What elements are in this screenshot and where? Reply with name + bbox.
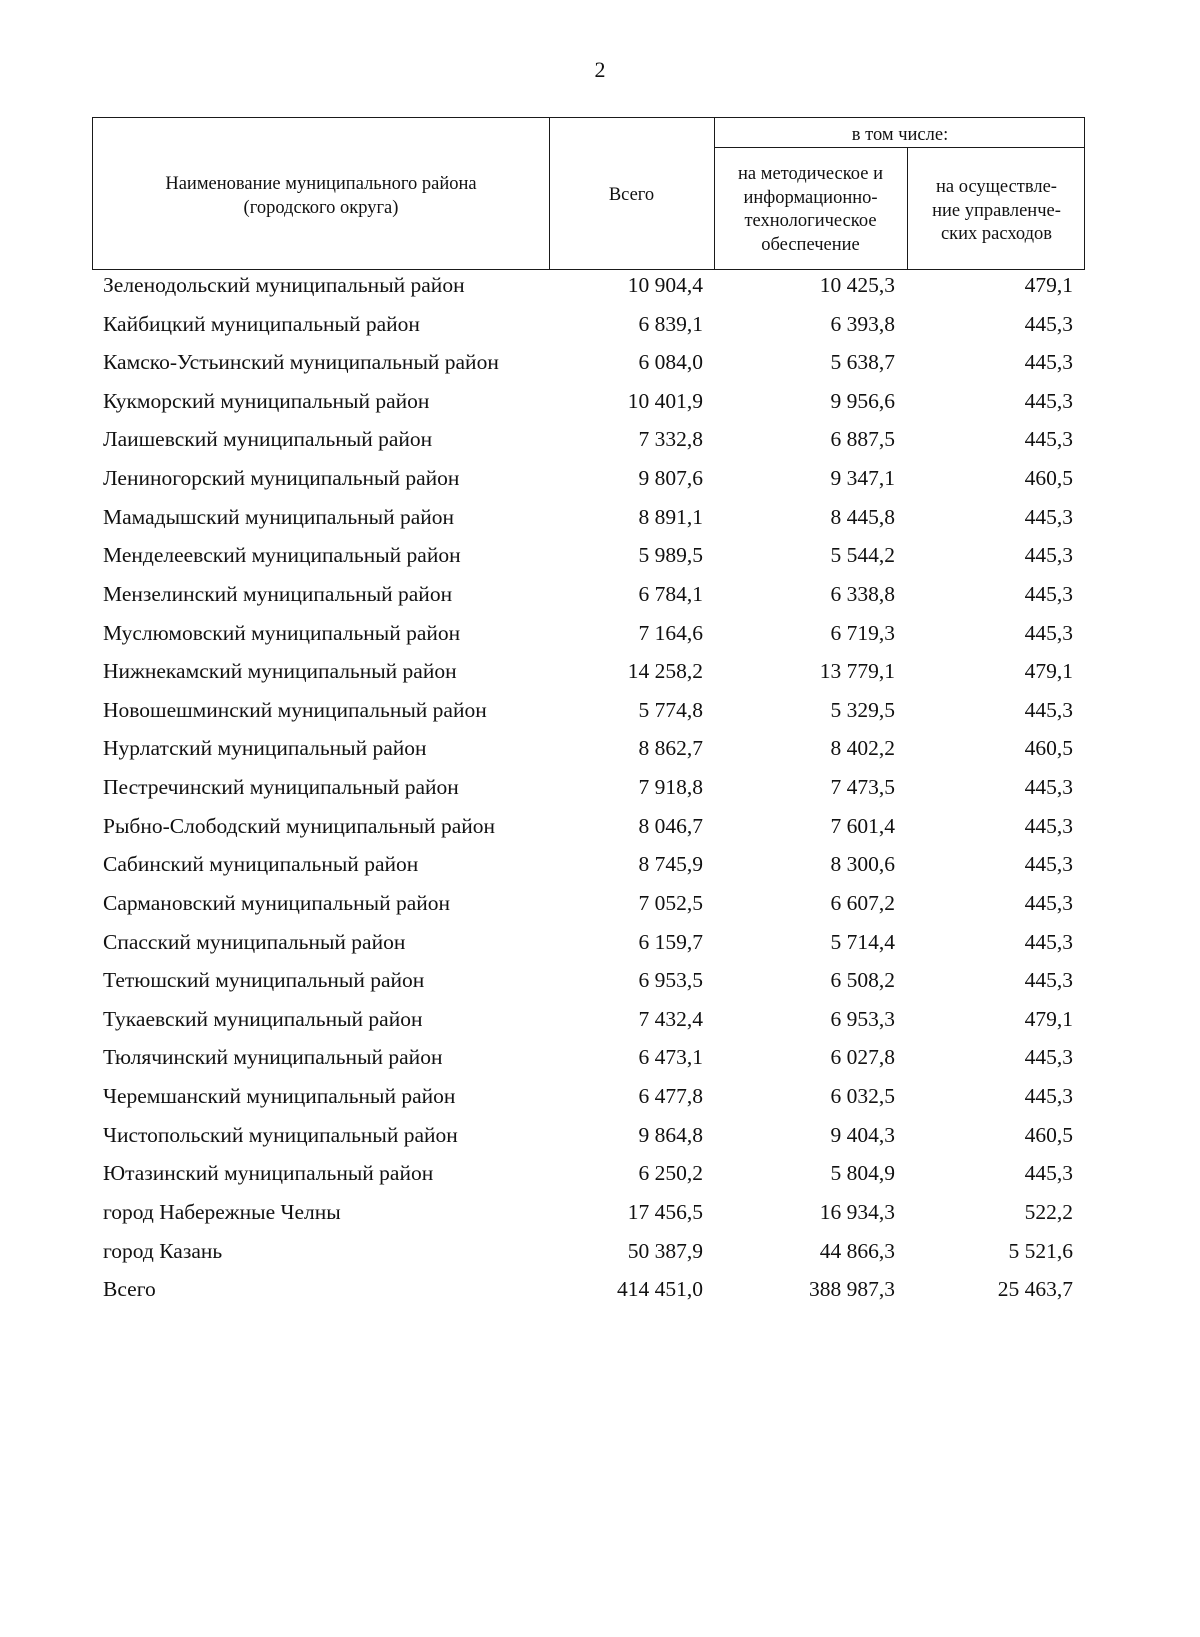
methodical-amount: 6 338,8 — [830, 581, 895, 606]
total-amount: 8 745,9 — [638, 852, 703, 877]
methodical-amount: 8 445,8 — [830, 504, 895, 529]
header-methodical — [714, 163, 907, 257]
table-row — [0, 961, 1200, 1000]
methodical-amount: 5 638,7 — [830, 350, 895, 375]
total-amount: 10 401,9 — [627, 388, 703, 413]
methodical-amount: 388 987,3 — [809, 1277, 895, 1302]
management-amount: 445,3 — [1024, 1084, 1073, 1109]
total-amount: 8 862,7 — [638, 736, 703, 761]
total-amount: 6 250,2 — [638, 1161, 703, 1186]
header-line: ских расходов — [940, 224, 1053, 244]
methodical-amount: 44 866,3 — [819, 1238, 895, 1263]
table-row — [0, 1154, 1200, 1193]
table-row — [0, 1232, 1200, 1271]
management-amount: 479,1 — [1024, 659, 1073, 684]
district-name: Зеленодольский муниципальный район — [103, 273, 465, 297]
total-amount: 6 839,1 — [638, 311, 703, 336]
table-row — [0, 1000, 1200, 1039]
methodical-amount: 8 300,6 — [830, 852, 895, 877]
district-name: город Казань — [103, 1238, 223, 1263]
district-name: Лениногорский муниципальный район — [103, 466, 460, 491]
management-amount: 460,5 — [1024, 1122, 1073, 1147]
methodical-amount: 5 329,5 — [830, 697, 895, 722]
methodical-amount: 6 027,8 — [830, 1045, 895, 1070]
methodical-amount: 6 508,2 — [830, 968, 895, 993]
district-name: Тукаевский муниципальный район — [103, 1006, 423, 1031]
table-row — [0, 305, 1200, 344]
management-amount: 445,3 — [1024, 697, 1073, 722]
total-amount: 10 904,4 — [627, 273, 703, 297]
table-row — [0, 1077, 1200, 1116]
methodical-amount: 6 887,5 — [830, 427, 895, 452]
total-amount: 7 332,8 — [638, 427, 703, 452]
management-amount: 460,5 — [1024, 466, 1073, 491]
total-amount: 14 258,2 — [627, 659, 703, 684]
header-group-label: в том числе: — [851, 125, 949, 145]
management-amount: 445,3 — [1024, 581, 1073, 606]
district-name: Чистопольский муниципальный район — [103, 1122, 458, 1147]
district-name: город Набережные Челны — [103, 1199, 341, 1224]
management-amount: 445,3 — [1024, 929, 1073, 954]
header-line: информационно- — [743, 187, 878, 208]
methodical-amount: 6 719,3 — [830, 620, 895, 645]
district-name: Тетюшский муниципальный район — [103, 968, 425, 993]
methodical-amount: 16 934,3 — [819, 1199, 895, 1224]
table-row — [0, 498, 1200, 537]
methodical-amount: 6 032,5 — [830, 1084, 895, 1109]
district-name: Всего — [103, 1277, 156, 1302]
management-amount: 445,3 — [1024, 311, 1073, 336]
total-amount: 8 046,7 — [638, 813, 703, 838]
table-row — [0, 266, 1200, 305]
header-line: обеспечение — [761, 234, 860, 255]
management-amount: 445,3 — [1024, 504, 1073, 529]
header-management — [907, 176, 1086, 247]
table-row — [0, 652, 1200, 691]
district-name: Сармановский муниципальный район — [103, 890, 451, 915]
header-line: (городского округа) — [243, 198, 399, 218]
management-amount: 445,3 — [1024, 813, 1073, 838]
table-row — [0, 1116, 1200, 1155]
district-name: Кайбицкий муниципальный район — [103, 311, 420, 336]
district-name: Ютазинский муниципальный район — [103, 1161, 434, 1186]
total-amount: 6 784,1 — [638, 581, 703, 606]
management-amount: 479,1 — [1024, 273, 1073, 297]
total-amount: 5 989,5 — [638, 543, 703, 568]
table-row — [0, 382, 1200, 421]
table-row — [0, 1038, 1200, 1077]
district-name: Сабинский муниципальный район — [103, 852, 419, 877]
district-name: Камско-Устьинский муниципальный район — [103, 350, 499, 375]
methodical-amount: 5 804,9 — [830, 1161, 895, 1186]
methodical-amount: 7 473,5 — [830, 775, 895, 800]
district-name: Рыбно-Слободский муниципальный район — [103, 813, 495, 838]
table-row — [0, 768, 1200, 807]
management-amount: 445,3 — [1024, 1045, 1073, 1070]
table-row — [0, 691, 1200, 730]
methodical-amount: 5 714,4 — [830, 929, 895, 954]
district-name: Кукморский муниципальный район — [103, 388, 430, 413]
management-amount: 445,3 — [1024, 775, 1073, 800]
management-amount: 445,3 — [1024, 890, 1073, 915]
management-amount: 460,5 — [1024, 736, 1073, 761]
header-total: Всего — [608, 185, 655, 205]
management-amount: 445,3 — [1024, 427, 1073, 452]
management-amount: 25 463,7 — [997, 1277, 1073, 1302]
district-name: Нурлатский муниципальный район — [103, 736, 427, 761]
management-amount: 445,3 — [1024, 1161, 1073, 1186]
total-amount: 414 451,0 — [617, 1277, 703, 1302]
header-district-name — [93, 172, 549, 220]
total-amount: 9 807,6 — [638, 466, 703, 491]
table-row — [0, 420, 1200, 459]
total-amount: 7 052,5 — [638, 890, 703, 915]
table-row — [0, 884, 1200, 923]
methodical-amount: 6 393,8 — [830, 311, 895, 336]
total-amount: 17 456,5 — [627, 1199, 703, 1224]
district-name: Тюлячинский муниципальный район — [103, 1045, 443, 1070]
district-name: Черемшанский муниципальный район — [103, 1084, 456, 1109]
header-line: Наименование муниципального района — [165, 174, 477, 194]
total-amount: 50 387,9 — [627, 1238, 703, 1263]
table-row — [0, 614, 1200, 653]
table-header — [92, 117, 1085, 270]
header-line: ние управленче- — [932, 200, 1061, 221]
table-row — [0, 536, 1200, 575]
table-row — [0, 1193, 1200, 1232]
total-amount: 6 473,1 — [638, 1045, 703, 1070]
table-row — [0, 729, 1200, 768]
total-amount: 5 774,8 — [638, 697, 703, 722]
methodical-amount: 9 956,6 — [830, 388, 895, 413]
table-row — [0, 343, 1200, 382]
district-name: Мамадышский муниципальный район — [103, 504, 455, 529]
management-amount: 5 521,6 — [1008, 1238, 1073, 1263]
district-name: Мензелинский муниципальный район — [103, 581, 453, 606]
page-number: 2 — [594, 57, 606, 82]
total-amount: 7 918,8 — [638, 775, 703, 800]
table-row — [0, 923, 1200, 962]
management-amount: 445,3 — [1024, 388, 1073, 413]
table-row — [0, 459, 1200, 498]
district-name: Лаишевский муниципальный район — [103, 427, 433, 452]
total-amount: 9 864,8 — [638, 1122, 703, 1147]
total-amount: 8 891,1 — [638, 504, 703, 529]
methodical-amount: 5 544,2 — [830, 543, 895, 568]
header-line: на методическое и — [738, 164, 883, 184]
total-amount: 6 953,5 — [638, 968, 703, 993]
total-amount: 7 432,4 — [638, 1006, 703, 1031]
total-amount: 6 477,8 — [638, 1084, 703, 1109]
methodical-amount: 13 779,1 — [819, 659, 895, 684]
district-name: Муслюмовский муниципальный район — [103, 620, 461, 645]
table-row — [0, 1270, 1200, 1309]
methodical-amount: 9 404,3 — [830, 1122, 895, 1147]
management-amount: 479,1 — [1024, 1006, 1073, 1031]
management-amount: 445,3 — [1024, 968, 1073, 993]
management-amount: 445,3 — [1024, 350, 1073, 375]
methodical-amount: 7 601,4 — [830, 813, 895, 838]
district-name: Менделеевский муниципальный район — [103, 543, 461, 568]
table-row — [0, 845, 1200, 884]
methodical-amount: 6 953,3 — [830, 1006, 895, 1031]
methodical-amount: 8 402,2 — [830, 736, 895, 761]
methodical-amount: 9 347,1 — [830, 466, 895, 491]
table-row — [0, 807, 1200, 846]
total-amount: 6 084,0 — [638, 350, 703, 375]
management-amount: 522,2 — [1024, 1199, 1073, 1224]
header-line: на осуществле- — [936, 177, 1057, 197]
group-header-divider — [714, 147, 1084, 148]
management-amount: 445,3 — [1024, 852, 1073, 877]
district-name: Нижнекамский муниципальный район — [103, 659, 457, 684]
district-name: Новошешминский муниципальный район — [103, 697, 487, 722]
district-name: Пестречинский муниципальный район — [103, 775, 459, 800]
total-amount: 7 164,6 — [638, 620, 703, 645]
management-amount: 445,3 — [1024, 620, 1073, 645]
methodical-amount: 10 425,3 — [819, 273, 895, 297]
header-line: технологическое — [744, 211, 877, 231]
district-name: Спасский муниципальный район — [103, 929, 406, 954]
methodical-amount: 6 607,2 — [830, 890, 895, 915]
table-row — [0, 575, 1200, 614]
management-amount: 445,3 — [1024, 543, 1073, 568]
total-amount: 6 159,7 — [638, 929, 703, 954]
